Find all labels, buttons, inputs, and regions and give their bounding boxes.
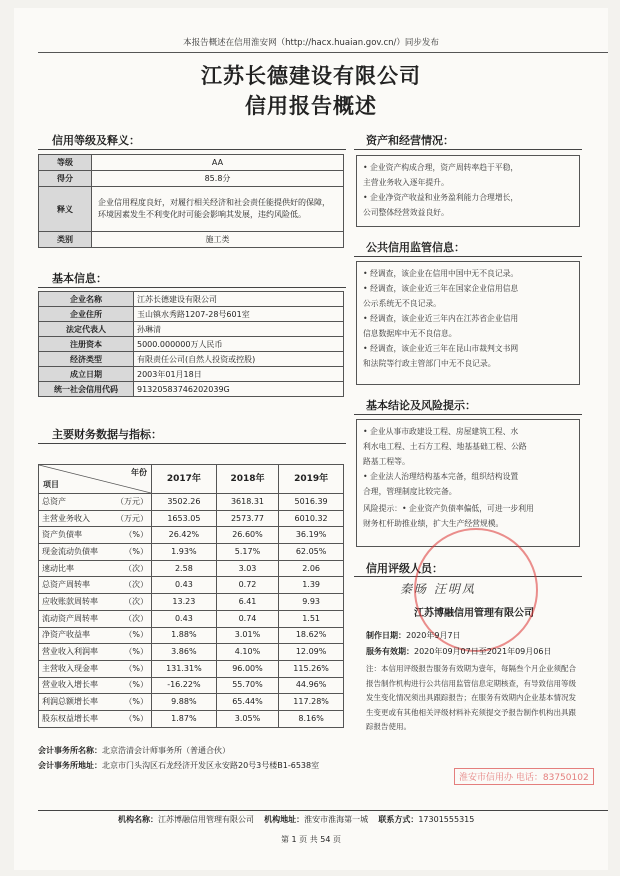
finance-value-cell: 5016.39 bbox=[279, 494, 344, 511]
assets-box bbox=[356, 155, 580, 227]
finance-value-cell: 117.28% bbox=[279, 694, 344, 711]
finance-value-cell: 3502.26 bbox=[152, 494, 217, 511]
company-name-value: 江苏长德建设有限公司 bbox=[134, 292, 344, 307]
finance-row bbox=[39, 527, 344, 544]
basic-divider bbox=[38, 287, 346, 288]
accounting-firm-label: 会计事务所名称： bbox=[38, 746, 102, 755]
finance-item-label: 总资产周转率 bbox=[42, 580, 90, 590]
finance-divider bbox=[38, 443, 346, 444]
finance-item-name bbox=[39, 560, 152, 577]
finance-value-cell: 1.39 bbox=[279, 577, 344, 594]
year-header: 2018年 bbox=[216, 465, 278, 494]
finance-value-cell: 1.93% bbox=[152, 544, 217, 561]
finance-row bbox=[39, 677, 344, 694]
risk-label bbox=[363, 501, 573, 516]
address-value: 玉山镇水秀路1207-28号601室 bbox=[134, 307, 344, 322]
risk-item: • 企业资产负债率偏低，可进一步利用 bbox=[401, 504, 534, 513]
capital-value: 5000.000000万人民币 bbox=[134, 337, 344, 352]
finance-item-name bbox=[39, 610, 152, 627]
assets-item: 主营业务收入逐年提升。 bbox=[363, 178, 449, 187]
finance-item-unit: （%） bbox=[124, 713, 148, 723]
finance-value-cell: 3.05% bbox=[216, 710, 278, 727]
finance-value-cell: 12.09% bbox=[279, 644, 344, 661]
finance-value-cell: 0.43 bbox=[152, 577, 217, 594]
score-label: 得分 bbox=[39, 171, 92, 187]
finance-item-unit: （万元） bbox=[116, 496, 148, 506]
finance-row bbox=[39, 644, 344, 661]
footer-agency-value: 江苏博融信用管理有限公司 bbox=[158, 815, 254, 824]
finance-item-label: 总资产 bbox=[42, 496, 66, 506]
econ-type-value: 有限责任公司(自然人投资或控股) bbox=[134, 352, 344, 367]
finance-item-name bbox=[39, 694, 152, 711]
finance-value-cell: 9.88% bbox=[152, 694, 217, 711]
accounting-addr-value: 北京市门头沟区石龙经济开发区永安路20号3号楼B1-6538室 bbox=[102, 761, 320, 770]
staff-signatures: 秦旸 汪明凤 bbox=[400, 582, 476, 596]
finance-item-label: 应收账款周转率 bbox=[42, 596, 98, 606]
finance-value-cell: 1.51 bbox=[279, 610, 344, 627]
supervision-box bbox=[356, 261, 580, 385]
basic-row bbox=[39, 307, 344, 322]
category-value: 施工类 bbox=[92, 232, 344, 248]
finance-item-label: 资产负债率 bbox=[42, 530, 82, 540]
meaning-label: 释义 bbox=[39, 187, 92, 232]
finance-value-cell: 3.03 bbox=[216, 560, 278, 577]
finance-value-cell: 13.23 bbox=[152, 594, 217, 611]
finance-item-unit: （%） bbox=[124, 530, 148, 540]
basic-label: 企业住所 bbox=[39, 307, 134, 322]
made-date-line bbox=[366, 630, 461, 641]
company-title: 江苏长德建设有限公司 bbox=[201, 63, 421, 88]
basic-row bbox=[39, 322, 344, 337]
finance-value-cell: 1.88% bbox=[152, 627, 217, 644]
finance-item-unit: （次） bbox=[124, 596, 148, 606]
accounting-addr-label: 会计事务所地址： bbox=[38, 761, 102, 770]
page-number: 第 1 页 共 54 页 bbox=[281, 835, 341, 844]
finance-item-name bbox=[39, 577, 152, 594]
accounting-firm-value: 北京浩清会计师事务所（普通合伙） bbox=[102, 746, 230, 755]
grade-label: 等级 bbox=[39, 155, 92, 171]
basic-label: 注册资本 bbox=[39, 337, 134, 352]
service-period-label: 服务有效期： bbox=[366, 647, 414, 656]
grade-value: AA bbox=[92, 155, 344, 171]
corner-item-label: 项目 bbox=[43, 480, 59, 489]
footer-address-label: 机构地址： bbox=[264, 815, 305, 824]
finance-item-label: 主营业务收入 bbox=[42, 513, 90, 523]
finance-value-cell: 96.00% bbox=[216, 660, 278, 677]
finance-item-label: 流动资产周转率 bbox=[42, 613, 98, 623]
report-page bbox=[14, 8, 608, 870]
finance-value-cell: 6.41 bbox=[216, 594, 278, 611]
finance-value-cell: 3.01% bbox=[216, 627, 278, 644]
conclusion-item: • 企业从事市政建设工程、房屋建筑工程、水 bbox=[363, 427, 519, 436]
rating-section-title: 信用等级及释义： bbox=[52, 134, 140, 147]
finance-item-label: 营业收入增长率 bbox=[42, 680, 98, 690]
rating-row-score bbox=[39, 171, 344, 187]
risk-item: 财务杠杆助推业绩，扩大生产经营规模。 bbox=[363, 519, 504, 528]
basic-row bbox=[39, 337, 344, 352]
finance-item-unit: （%） bbox=[124, 546, 148, 556]
header-divider bbox=[38, 52, 608, 53]
finance-value-cell: 62.05% bbox=[279, 544, 344, 561]
finance-item-label: 净资产收益率 bbox=[42, 630, 90, 640]
made-date-label: 制作日期： bbox=[366, 631, 406, 640]
finance-row bbox=[39, 510, 344, 527]
finance-value-cell: 6010.32 bbox=[279, 510, 344, 527]
rating-table bbox=[38, 154, 344, 248]
footer-agency-label: 机构名称： bbox=[118, 815, 158, 824]
finance-value-cell: 9.93 bbox=[279, 594, 344, 611]
finance-row bbox=[39, 610, 344, 627]
finance-row bbox=[39, 494, 344, 511]
finance-body bbox=[39, 494, 344, 728]
basic-row bbox=[39, 352, 344, 367]
finance-value-cell: 26.60% bbox=[216, 527, 278, 544]
credit-code-value: 91320583746202039G bbox=[134, 382, 344, 397]
finance-header-row bbox=[39, 465, 344, 494]
corner-year-label: 年份 bbox=[131, 468, 147, 477]
finance-item-unit: （万元） bbox=[116, 513, 148, 523]
year-header: 2017年 bbox=[152, 465, 217, 494]
service-period-line bbox=[366, 646, 551, 657]
footer-address-value: 淮安市淮海第一城 bbox=[304, 815, 369, 824]
finance-item-label: 现金流动负债率 bbox=[42, 546, 98, 556]
basic-row bbox=[39, 382, 344, 397]
assets-item: 公司整体经营效益良好。 bbox=[363, 208, 449, 217]
finance-row bbox=[39, 660, 344, 677]
finance-value-cell: 115.26% bbox=[279, 660, 344, 677]
accounting-addr-line bbox=[38, 759, 346, 772]
finance-item-unit: （%） bbox=[124, 680, 148, 690]
rating-row-category bbox=[39, 232, 344, 248]
assets-item: • 企业资产构成合理，资产周转率趋于平稳， bbox=[363, 163, 519, 172]
basic-info-table bbox=[38, 291, 344, 397]
finance-value-cell: 26.42% bbox=[152, 527, 217, 544]
accounting-firm-line bbox=[38, 745, 346, 756]
category-label: 类别 bbox=[39, 232, 92, 248]
basic-label: 经济类型 bbox=[39, 352, 134, 367]
finance-item-label: 营业收入利润率 bbox=[42, 647, 98, 657]
finance-row bbox=[39, 627, 344, 644]
finance-item-label: 主营收入现金率 bbox=[42, 663, 98, 673]
finance-item-name bbox=[39, 660, 152, 677]
basic-label: 成立日期 bbox=[39, 367, 134, 382]
validity-note: 注：本信用评级报告服务有效期为壹年，每隔叁个月企业须配合报告制作机构进行公共信用监管信息定期核查，有导致信用等级发生变化情况须出具跟踪报告；在服务有效期内企业基本情况发生变更或有其他相关评级材料补充须提交予报告制作机构出具跟踪报告使用。 bbox=[366, 664, 576, 731]
finance-item-name bbox=[39, 494, 152, 511]
finance-row bbox=[39, 560, 344, 577]
agency-name: 江苏博融信用管理有限公司 bbox=[414, 608, 534, 619]
finance-value-cell: 2.58 bbox=[152, 560, 217, 577]
conclusion-item: • 企业法人治理结构基本完备，组织结构设置 bbox=[363, 472, 519, 481]
risk-label-text: 风险提示： bbox=[363, 504, 402, 513]
finance-item-unit: （%） bbox=[124, 647, 148, 657]
finance-item-name bbox=[39, 527, 152, 544]
finance-item-name bbox=[39, 594, 152, 611]
service-period-value: 2020年09月07日至2021年09月06日 bbox=[414, 647, 552, 656]
finance-value-cell: -16.22% bbox=[152, 677, 217, 694]
basic-label: 法定代表人 bbox=[39, 322, 134, 337]
finance-value-cell: 0.72 bbox=[216, 577, 278, 594]
conclusion-item: 合理，管理制度比较完备。 bbox=[363, 487, 457, 496]
finance-value-cell: 0.74 bbox=[216, 610, 278, 627]
assets-divider bbox=[354, 149, 582, 150]
report-title: 信用报告概述 bbox=[245, 93, 377, 118]
finance-item-unit: （%） bbox=[124, 663, 148, 673]
basic-section-title: 基本信息： bbox=[52, 272, 107, 285]
finance-item-unit: （次） bbox=[124, 563, 148, 573]
finance-item-name bbox=[39, 677, 152, 694]
supervision-item: • 经调查，该企业近三年在昆山市裁判文书网 bbox=[363, 344, 519, 353]
finance-value-cell: 18.62% bbox=[279, 627, 344, 644]
finance-item-label: 股东权益增长率 bbox=[42, 713, 98, 723]
finance-value-cell: 3.86% bbox=[152, 644, 217, 661]
supervision-divider bbox=[354, 256, 582, 257]
finance-item-name bbox=[39, 510, 152, 527]
supervision-section-title: 公共信用监管信息： bbox=[366, 241, 465, 254]
rating-staff-label: 信用评级人员： bbox=[366, 562, 443, 575]
conclusion-section-title: 基本结论及风险提示： bbox=[366, 399, 476, 412]
footer-phone-label: 联系方式： bbox=[378, 815, 419, 824]
finance-value-cell: 65.44% bbox=[216, 694, 278, 711]
finance-value-cell: 1653.05 bbox=[152, 510, 217, 527]
finance-item-name bbox=[39, 644, 152, 661]
finance-value-cell: 0.43 bbox=[152, 610, 217, 627]
legal-rep-value: 孙琳清 bbox=[134, 322, 344, 337]
credit-office-stamp: 淮安市信用办 电话：83750102 bbox=[454, 768, 594, 785]
supervision-item: • 经调查，该企业近三年内在江苏省企业信用 bbox=[363, 314, 519, 323]
supervision-item: 公示系统无不良记录。 bbox=[363, 299, 441, 308]
conclusion-item: 利水电工程、土石方工程、地基基础工程、公路 bbox=[363, 442, 527, 451]
basic-row bbox=[39, 367, 344, 382]
supervision-item: • 经调查，该企业近三年在国家企业信用信息 bbox=[363, 284, 519, 293]
finance-value-cell: 55.70% bbox=[216, 677, 278, 694]
assets-section-title: 资产和经营情况： bbox=[366, 134, 454, 147]
conclusion-item: 路基工程等。 bbox=[363, 457, 410, 466]
finance-item-label: 利润总额增长率 bbox=[42, 697, 98, 707]
finance-value-cell: 8.16% bbox=[279, 710, 344, 727]
found-date-value: 2003年01月18日 bbox=[134, 367, 344, 382]
finance-value-cell: 44.96% bbox=[279, 677, 344, 694]
basic-label: 企业名称 bbox=[39, 292, 134, 307]
source-note: 本报告概述在信用淮安网（http://hacx.huaian.gov.cn/）同步发布 bbox=[183, 38, 439, 48]
conclusion-divider bbox=[354, 414, 582, 415]
footer-phone-value: 17301555315 bbox=[418, 815, 475, 824]
finance-value-cell: 131.31% bbox=[152, 660, 217, 677]
finance-value-cell: 36.19% bbox=[279, 527, 344, 544]
footer-divider bbox=[38, 810, 608, 811]
finance-value-cell: 2.06 bbox=[279, 560, 344, 577]
finance-item-name bbox=[39, 544, 152, 561]
finance-item-unit: （次） bbox=[124, 613, 148, 623]
supervision-item: • 经调查，该企业在信用中国中无不良记录。 bbox=[363, 269, 519, 278]
finance-value-cell: 2573.77 bbox=[216, 510, 278, 527]
meaning-value: 企业信用程度良好，对履行相关经济和社会责任能提供好的保障，环境因素发生不利变化时可能会影响其发展，违约风险低。 bbox=[92, 187, 344, 232]
score-value: 85.8分 bbox=[92, 171, 344, 187]
rating-row-meaning bbox=[39, 187, 344, 232]
finance-item-name bbox=[39, 627, 152, 644]
finance-item-name bbox=[39, 710, 152, 727]
finance-row bbox=[39, 694, 344, 711]
rating-row-grade bbox=[39, 155, 344, 171]
finance-row bbox=[39, 594, 344, 611]
finance-item-unit: （%） bbox=[124, 697, 148, 707]
year-header: 2019年 bbox=[279, 465, 344, 494]
finance-section-title: 主要财务数据与指标： bbox=[52, 428, 162, 441]
basic-label: 统一社会信用代码 bbox=[39, 382, 134, 397]
supervision-item: 信息数据库中无不良信息。 bbox=[363, 329, 457, 338]
supervision-item: 和法院等行政主管部门中无不良记录。 bbox=[363, 359, 496, 368]
finance-item-unit: （次） bbox=[124, 580, 148, 590]
finance-item-unit: （%） bbox=[124, 630, 148, 640]
finance-value-cell: 4.10% bbox=[216, 644, 278, 661]
rating-divider bbox=[38, 149, 346, 150]
finance-value-cell: 1.87% bbox=[152, 710, 217, 727]
finance-item-label: 速动比率 bbox=[42, 563, 74, 573]
finance-table bbox=[38, 464, 344, 728]
finance-corner-cell bbox=[39, 465, 152, 494]
assets-item: • 企业净资产收益和业务盈利能力合理增长， bbox=[363, 193, 519, 202]
finance-row bbox=[39, 577, 344, 594]
footer-line bbox=[118, 814, 474, 825]
finance-value-cell: 5.17% bbox=[216, 544, 278, 561]
basic-row bbox=[39, 292, 344, 307]
finance-row bbox=[39, 544, 344, 561]
finance-value-cell: 3618.31 bbox=[216, 494, 278, 511]
made-date-value: 2020年9月7日 bbox=[406, 631, 461, 640]
finance-row bbox=[39, 710, 344, 727]
